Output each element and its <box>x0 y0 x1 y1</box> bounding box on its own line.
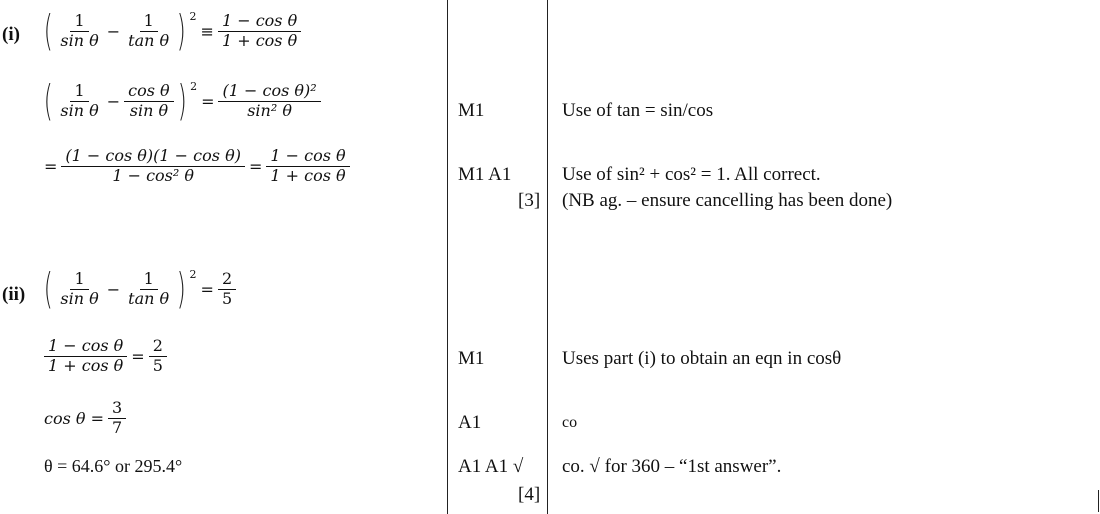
part-i-line-2: ( $\frac{1}{\text{sin θ}}$ − $\frac{\text{cos θ}}{\text{sin θ}}$ ) $^2$ = $\frac{\text{(1 − cos θ)²}}{\text{sin² θ}}$ <box>40 80 321 122</box>
part-ii-line-1: ( $\frac{1}{\text{sin θ}}$ − $\frac{1}{\text{tan θ}}$ ) $^2$ = $\frac{2}{5}$ <box>40 268 236 310</box>
mark-ii-total: [4] <box>518 484 541 505</box>
comment-i-3: (NB ag. – ensure cancelling has been done) <box>562 190 893 211</box>
comment-ii-2: co <box>562 414 578 431</box>
comment-i-1: Use of tan = sin/cos <box>562 100 714 121</box>
mark-i-total: [3] <box>518 190 541 211</box>
part-label-ii: (ii) <box>2 284 26 305</box>
mark-i-2: M1 A1 <box>458 164 512 185</box>
part-ii-answer: θ = 64.6° or 295.4° <box>44 456 183 476</box>
cursor-mark <box>1098 490 1099 512</box>
part-ii-line-3: cos θ = $\frac{3}{7}$ <box>44 400 126 437</box>
part-ii-line-2: $\frac{\text{1 − cos θ}}{\text{1 + cos θ}}$ = $\frac{2}{5}$ <box>44 338 167 375</box>
comment-ii-1: Uses part (i) to obtain an eqn in cosθ <box>562 348 842 369</box>
mark-ii-1: M1 <box>458 348 485 369</box>
mark-ii-2: A1 <box>458 412 482 433</box>
part-i-line-3: = $\frac{\text{(1 − cos θ)(1 − cos θ)}}{\text{1 − cos² θ}}$ = $\frac{\text{1 − cos θ}}{\text{1 + cos θ}}$ <box>40 148 350 185</box>
column-divider-right <box>547 0 548 514</box>
mark-ii-3: A1 A1 √ <box>458 456 524 477</box>
mark-i-1: M1 <box>458 100 485 121</box>
part-label-i: (i) <box>2 24 20 45</box>
part-i-line-1: ( $\frac{1}{\text{sin θ}}$ − $\frac{1}{\text{tan θ}}$ ) $^2$ ≡ $\frac{\text{1 − cos θ}}{\text{1 + cos θ}}$ <box>40 10 301 52</box>
comment-i-2: Use of sin² + cos² = 1. All correct. <box>562 164 821 185</box>
column-divider-left <box>447 0 448 514</box>
comment-ii-3: co. √ for 360 – “1st answer”. <box>562 456 782 477</box>
